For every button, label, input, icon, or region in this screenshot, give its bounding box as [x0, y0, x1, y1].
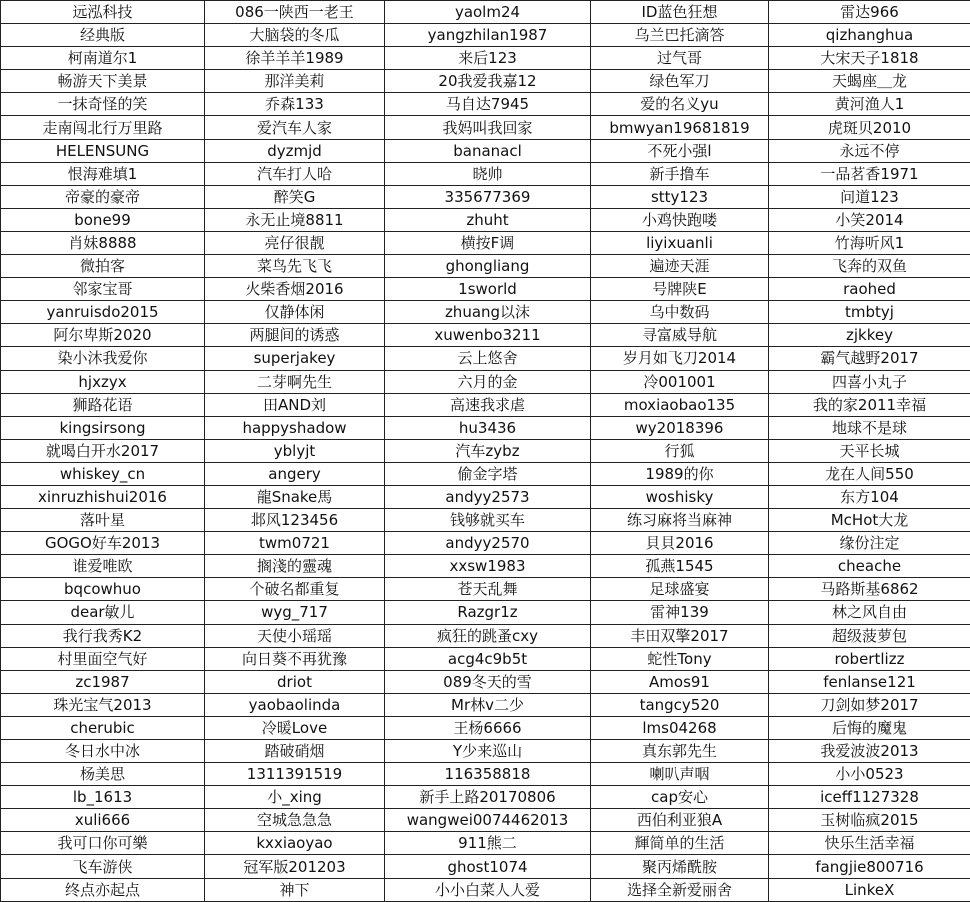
table-cell: 高速我求虐: [385, 393, 591, 416]
table-row: [1, 347, 970, 370]
table-cell: 乌兰巴托滴答: [591, 24, 769, 47]
table-cell: 四喜小丸子: [769, 370, 970, 393]
table-cell: andyy2573: [385, 485, 591, 508]
table-cell: 练习麻将当麻神: [591, 509, 769, 532]
table-row: [1, 24, 970, 47]
table-cell: 那洋美莉: [205, 70, 385, 93]
table-cell: tmbtyj: [769, 301, 970, 324]
table-cell: McHot大龙: [769, 509, 970, 532]
table-cell: 我可口你可樂: [1, 832, 205, 855]
table-cell: 邶风123456: [205, 509, 385, 532]
table-row: [1, 139, 970, 162]
table-cell: 我的家2011幸福: [769, 393, 970, 416]
table-cell: 缘份注定: [769, 532, 970, 555]
table-cell: 新手撸车: [591, 162, 769, 185]
table-cell: 问道123: [769, 185, 970, 208]
table-cell: ghongliang: [385, 255, 591, 278]
table-cell: tangcy520: [591, 693, 769, 716]
table-cell: 冷001001: [591, 370, 769, 393]
table-cell: 汽车zybz: [385, 439, 591, 462]
table-cell: 新手上路20170806: [385, 786, 591, 809]
table-cell: 天使小瑶瑶: [205, 624, 385, 647]
table-cell: zc1987: [1, 670, 205, 693]
table-cell: robertlizz: [769, 647, 970, 670]
table-row: [1, 93, 970, 116]
table-row: [1, 301, 970, 324]
table-cell: 聚丙烯酰胺: [591, 855, 769, 878]
table-row: [1, 324, 970, 347]
table-cell: Mr林v二少: [385, 693, 591, 716]
table-cell: 横按F调: [385, 231, 591, 254]
table-cell: 足球盛宴: [591, 578, 769, 601]
table-cell: yaolm24: [385, 1, 591, 24]
table-row: [1, 231, 970, 254]
table-row: [1, 416, 970, 439]
table-row: [1, 116, 970, 139]
table-body: [1, 1, 970, 902]
table-cell: 钱够就买车: [385, 509, 591, 532]
table-cell: cap安心: [591, 786, 769, 809]
table-cell: happyshadow: [205, 416, 385, 439]
table-cell: 过气哥: [591, 47, 769, 70]
table-cell: cherubic: [1, 716, 205, 739]
table-cell: 绿色军刀: [591, 70, 769, 93]
table-cell: 云上悠舍: [385, 347, 591, 370]
table-row: [1, 763, 970, 786]
table-cell: 远泓科技: [1, 1, 205, 24]
table-cell: raohed: [769, 278, 970, 301]
table-cell: 快乐生活幸福: [769, 832, 970, 855]
table-cell: 神下: [205, 878, 385, 901]
table-cell: driot: [205, 670, 385, 693]
table-cell: 走南闯北行万里路: [1, 116, 205, 139]
table-cell: 寻富威导航: [591, 324, 769, 347]
table-cell: 孤燕1545: [591, 555, 769, 578]
table-cell: yangzhilan1987: [385, 24, 591, 47]
table-cell: 肖妹8888: [1, 231, 205, 254]
table-cell: 恨海难填1: [1, 162, 205, 185]
table-row: [1, 878, 970, 901]
table-cell: zhuang以沫: [385, 301, 591, 324]
table-cell: 一品茗香1971: [769, 162, 970, 185]
table-row: [1, 693, 970, 716]
table-row: [1, 740, 970, 763]
table-cell: 冷暖Love: [205, 716, 385, 739]
table-cell: 小小0523: [769, 763, 970, 786]
table-row: [1, 716, 970, 739]
table-row: [1, 855, 970, 878]
table-cell: ID蓝色狂想: [591, 1, 769, 24]
table-row: [1, 255, 970, 278]
table-row: [1, 832, 970, 855]
table-row: [1, 786, 970, 809]
table-cell: 微拍客: [1, 255, 205, 278]
table-cell: HELENSUNG: [1, 139, 205, 162]
table-cell: bananacl: [385, 139, 591, 162]
table-cell: dear敏儿: [1, 601, 205, 624]
table-cell: hjxzyx: [1, 370, 205, 393]
table-cell: 丰田双擎2017: [591, 624, 769, 647]
table-cell: 染小沐我爱你: [1, 347, 205, 370]
table-cell: angery: [205, 462, 385, 485]
table-cell: 醉笑G: [205, 185, 385, 208]
table-cell: 汽车打人哈: [205, 162, 385, 185]
table-cell: 经典版: [1, 24, 205, 47]
table-cell: bmwyan19681819: [591, 116, 769, 139]
table-cell: xuwenbo3211: [385, 324, 591, 347]
table-row: [1, 509, 970, 532]
table-cell: 我爱波波2013: [769, 740, 970, 763]
table-cell: andyy2570: [385, 532, 591, 555]
table-cell: bqcowhuo: [1, 578, 205, 601]
table-cell: dyzmjd: [205, 139, 385, 162]
table-cell: 晓帅: [385, 162, 591, 185]
table-row: [1, 647, 970, 670]
table-cell: 田AND刘: [205, 393, 385, 416]
table-cell: 终点亦起点: [1, 878, 205, 901]
table-cell: 个破名都重复: [205, 578, 385, 601]
table-cell: 选择全新爱丽舍: [591, 878, 769, 901]
table-cell: 不死小强l: [591, 139, 769, 162]
table-cell: 雷神139: [591, 601, 769, 624]
table-cell: 086一陕西一老王: [205, 1, 385, 24]
table-cell: 龍Snake馬: [205, 485, 385, 508]
table-row: [1, 670, 970, 693]
table-cell: 空城急急急: [205, 809, 385, 832]
table-cell: 喇叭声咽: [591, 763, 769, 786]
table-cell: 冬日水中冰: [1, 740, 205, 763]
table-cell: 六月的金: [385, 370, 591, 393]
table-row: [1, 532, 970, 555]
table-cell: 永远不停: [769, 139, 970, 162]
table-cell: 蛇性Tony: [591, 647, 769, 670]
table-cell: 号牌陕E: [591, 278, 769, 301]
table-cell: 小小白菜人人爱: [385, 878, 591, 901]
table-cell: moxiaobao135: [591, 393, 769, 416]
table-row: [1, 47, 970, 70]
table-cell: lb_1613: [1, 786, 205, 809]
table-cell: 马自达7945: [385, 93, 591, 116]
table-cell: 永无止境8811: [205, 208, 385, 231]
table-cell: 貝貝2016: [591, 532, 769, 555]
table-cell: 龙在人间550: [769, 462, 970, 485]
table-cell: 邻家宝哥: [1, 278, 205, 301]
table-cell: 狮路花语: [1, 393, 205, 416]
table-row: [1, 278, 970, 301]
table-cell: 向日葵不再犹豫: [205, 647, 385, 670]
table-cell: 爱的名义yu: [591, 93, 769, 116]
table-cell: lms04268: [591, 716, 769, 739]
table-row: [1, 208, 970, 231]
table-cell: bone99: [1, 208, 205, 231]
table-cell: 飞奔的双鱼: [769, 255, 970, 278]
table-cell: 踏破硝烟: [205, 740, 385, 763]
table-cell: 林之风自由: [769, 601, 970, 624]
table-cell: 大脑袋的冬瓜: [205, 24, 385, 47]
table-row: [1, 70, 970, 93]
table-cell: cheache: [769, 555, 970, 578]
table-cell: stty123: [591, 185, 769, 208]
table-cell: iceff1127328: [769, 786, 970, 809]
table-cell: 畅游天下美景: [1, 70, 205, 93]
table-cell: 小笑2014: [769, 208, 970, 231]
table-cell: 徐羊羊羊1989: [205, 47, 385, 70]
table-cell: 1sworld: [385, 278, 591, 301]
table-cell: wy2018396: [591, 416, 769, 439]
table-cell: fangjie800716: [769, 855, 970, 878]
table-cell: 西伯利亚狼A: [591, 809, 769, 832]
table-cell: 20我爱我嘉12: [385, 70, 591, 93]
table-cell: 就喝白开水2017: [1, 439, 205, 462]
table-cell: 乌中数码: [591, 301, 769, 324]
table-cell: hu3436: [385, 416, 591, 439]
table-row: [1, 809, 970, 832]
table-cell: zhuht: [385, 208, 591, 231]
table-row: [1, 162, 970, 185]
table-cell: 行狐: [591, 439, 769, 462]
table-cell: 089冬天的雪: [385, 670, 591, 693]
table-cell: 偷金字塔: [385, 462, 591, 485]
table-cell: xxsw1983: [385, 555, 591, 578]
table-cell: 珠光宝气2013: [1, 693, 205, 716]
table-row: [1, 624, 970, 647]
table-cell: 岁月如飞刀2014: [591, 347, 769, 370]
table-cell: 村里面空气好: [1, 647, 205, 670]
table-cell: 乔森133: [205, 93, 385, 116]
table-cell: 真东郭先生: [591, 740, 769, 763]
table-cell: 地球不是球: [769, 416, 970, 439]
table-cell: 搁淺的靈魂: [205, 555, 385, 578]
table-cell: 帝豪的豪帝: [1, 185, 205, 208]
table-cell: 谁爱唯欧: [1, 555, 205, 578]
table-cell: 1989的你: [591, 462, 769, 485]
table-cell: 天平长城: [769, 439, 970, 462]
table-cell: ghost1074: [385, 855, 591, 878]
table-cell: 阿尔卑斯2020: [1, 324, 205, 347]
table-cell: 爱汽车人家: [205, 116, 385, 139]
table-cell: 仅静体闲: [205, 301, 385, 324]
table-cell: 冠军版201203: [205, 855, 385, 878]
table-cell: 马路斯基6862: [769, 578, 970, 601]
table-cell: 竹海听风1: [769, 231, 970, 254]
table-cell: yblyjt: [205, 439, 385, 462]
table-cell: 菜鸟先飞飞: [205, 255, 385, 278]
table-row: [1, 439, 970, 462]
table-cell: Y少来巡山: [385, 740, 591, 763]
table-cell: zjkkey: [769, 324, 970, 347]
table-cell: 亮仔很靓: [205, 231, 385, 254]
table-row: [1, 370, 970, 393]
table-cell: Razgr1z: [385, 601, 591, 624]
table-cell: 911熊二: [385, 832, 591, 855]
table-cell: xinruzhishui2016: [1, 485, 205, 508]
table-cell: 王杨6666: [385, 716, 591, 739]
table-cell: 1311391519: [205, 763, 385, 786]
table-cell: 柯南道尔1: [1, 47, 205, 70]
table-cell: 335677369: [385, 185, 591, 208]
table-cell: 两腿间的诱惑: [205, 324, 385, 347]
table-cell: 小鸡快跑喽: [591, 208, 769, 231]
table-cell: GOGO好车2013: [1, 532, 205, 555]
table-cell: 杨美思: [1, 763, 205, 786]
table-row: [1, 485, 970, 508]
table-cell: xuli666: [1, 809, 205, 832]
table-cell: 天蝎座＿龙: [769, 70, 970, 93]
table-cell: 刀剑如梦2017: [769, 693, 970, 716]
table-cell: liyixuanli: [591, 231, 769, 254]
table-cell: 落叶星: [1, 509, 205, 532]
table-cell: 一抹奇怪的笑: [1, 93, 205, 116]
table-cell: 輝简单的生活: [591, 832, 769, 855]
table-cell: Amos91: [591, 670, 769, 693]
table-cell: 二芽啊先生: [205, 370, 385, 393]
table-cell: 苍天乱舞: [385, 578, 591, 601]
table-cell: 玉树临疯2015: [769, 809, 970, 832]
table-cell: 小_xing: [205, 786, 385, 809]
table-cell: 火柴香烟2016: [205, 278, 385, 301]
table-row: [1, 393, 970, 416]
table-cell: LinkeX: [769, 878, 970, 901]
table-row: [1, 578, 970, 601]
table-row: [1, 462, 970, 485]
table-cell: wyg_717: [205, 601, 385, 624]
table-cell: 霸气越野2017: [769, 347, 970, 370]
table-cell: 超级菠萝包: [769, 624, 970, 647]
table-cell: superjakey: [205, 347, 385, 370]
table-cell: 我行我秀K2: [1, 624, 205, 647]
table-row: [1, 601, 970, 624]
table-row: [1, 555, 970, 578]
table-cell: whiskey_cn: [1, 462, 205, 485]
table-cell: yanruisdo2015: [1, 301, 205, 324]
table-row: [1, 185, 970, 208]
table-row: [1, 1, 970, 24]
table-cell: 东方104: [769, 485, 970, 508]
table-cell: 黄河渔人1: [769, 93, 970, 116]
table-cell: 大宋天子1818: [769, 47, 970, 70]
table-cell: 遍迹天涯: [591, 255, 769, 278]
table-cell: 116358818: [385, 763, 591, 786]
table-cell: wangwei0074462013: [385, 809, 591, 832]
table-cell: yaobaolinda: [205, 693, 385, 716]
table-cell: fenlanse121: [769, 670, 970, 693]
table-cell: 疯狂的跳蚤cxy: [385, 624, 591, 647]
table-cell: qizhanghua: [769, 24, 970, 47]
table-cell: woshisky: [591, 485, 769, 508]
table-cell: 飞车游侠: [1, 855, 205, 878]
table-cell: kxxiaoyao: [205, 832, 385, 855]
table-cell: 我妈叫我回家: [385, 116, 591, 139]
table-cell: 虎斑贝2010: [769, 116, 970, 139]
table-cell: 雷达966: [769, 1, 970, 24]
table-cell: kingsirsong: [1, 416, 205, 439]
table-cell: 来后123: [385, 47, 591, 70]
table-cell: twm0721: [205, 532, 385, 555]
table-cell: 后悔的魔鬼: [769, 716, 970, 739]
table-cell: acg4c9b5t: [385, 647, 591, 670]
